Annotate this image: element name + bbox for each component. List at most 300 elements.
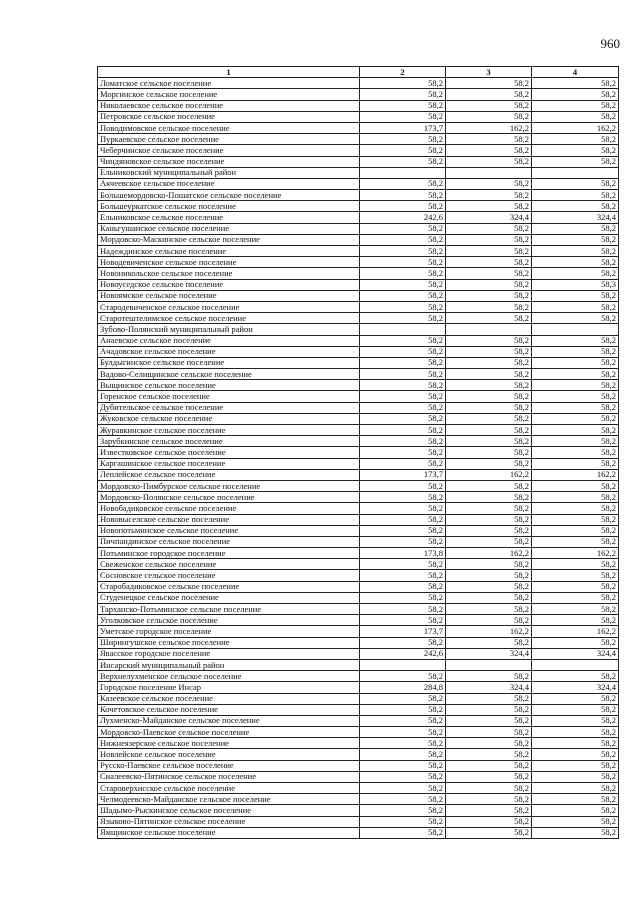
value-cell: 58,2	[446, 738, 532, 749]
settlement-name-cell: Нижнеязерское сельское поселение	[98, 738, 360, 749]
settlement-name-cell: Акчеевское сельское поселение	[98, 178, 360, 189]
table-row	[98, 480, 619, 491]
value-cell: 58,3	[532, 279, 619, 290]
value-cell: 58,2	[532, 783, 619, 794]
table-row	[98, 615, 619, 626]
column-header: 2	[360, 67, 446, 78]
value-cell: 58,2	[532, 771, 619, 782]
settlement-name-cell: Потьминское городское поселение	[98, 548, 360, 559]
settlement-name-cell: Жуковское сельское поселение	[98, 413, 360, 424]
value-cell: 58,2	[360, 134, 446, 145]
value-cell: 58,2	[446, 425, 532, 436]
table-row	[98, 369, 619, 380]
value-cell: 58,2	[360, 111, 446, 122]
value-cell: 58,2	[446, 78, 532, 89]
value-cell	[360, 167, 446, 178]
settlement-name-cell: Мордовско-Паевское сельское поселение	[98, 727, 360, 738]
settlement-name-cell: Ачадовское сельское поселение	[98, 346, 360, 357]
value-cell: 58,2	[446, 559, 532, 570]
value-cell: 58,2	[360, 760, 446, 771]
value-cell: 58,2	[360, 525, 446, 536]
table-row	[98, 659, 619, 670]
settlement-name-cell: Нововыселское сельское поселение	[98, 514, 360, 525]
table-row	[98, 234, 619, 245]
table-row	[98, 190, 619, 201]
table-row	[98, 246, 619, 257]
value-cell: 58,2	[532, 257, 619, 268]
value-cell: 58,2	[360, 178, 446, 189]
value-cell: 58,2	[532, 592, 619, 603]
table-row	[98, 738, 619, 749]
value-cell: 58,2	[446, 290, 532, 301]
settlement-name-cell: Сосновское сельское поселение	[98, 570, 360, 581]
table-body	[98, 78, 619, 839]
value-cell: 58,2	[446, 156, 532, 167]
settlement-name-cell: Новодевиченское сельское поселение	[98, 257, 360, 268]
value-cell: 58,2	[446, 637, 532, 648]
value-cell: 58,2	[446, 89, 532, 100]
settlement-name-cell: Лухменско-Майданское сельское поселение	[98, 715, 360, 726]
value-cell: 58,2	[532, 615, 619, 626]
value-cell: 58,2	[360, 771, 446, 782]
settlement-name-cell: Челмодеевско-Майданское сельское поселение	[98, 794, 360, 805]
table-row	[98, 201, 619, 212]
value-cell: 58,2	[360, 805, 446, 816]
value-cell: 58,2	[446, 413, 532, 424]
settlement-name-cell: Моргинское сельское поселение	[98, 89, 360, 100]
value-cell: 58,2	[446, 783, 532, 794]
value-cell: 58,2	[532, 738, 619, 749]
value-cell: 58,2	[446, 771, 532, 782]
value-cell: 58,2	[446, 178, 532, 189]
value-cell: 58,2	[532, 357, 619, 368]
value-cell: 58,2	[446, 279, 532, 290]
value-cell: 58,2	[532, 715, 619, 726]
value-cell: 58,2	[532, 492, 619, 503]
table-row	[98, 693, 619, 704]
value-cell: 58,2	[360, 313, 446, 324]
value-cell: 58,2	[446, 268, 532, 279]
value-cell: 162,2	[532, 626, 619, 637]
table-row	[98, 749, 619, 760]
table-row	[98, 301, 619, 312]
value-cell: 324,4	[446, 648, 532, 659]
value-cell: 58,2	[360, 257, 446, 268]
settlement-name-cell: Зарубкинское сельское поселение	[98, 436, 360, 447]
data-table	[97, 66, 619, 839]
value-cell: 58,2	[360, 78, 446, 89]
value-cell: 58,2	[446, 190, 532, 201]
value-cell: 58,2	[360, 447, 446, 458]
value-cell: 58,2	[446, 201, 532, 212]
settlement-name-cell: Мордовско-Маскинское сельское поселение	[98, 234, 360, 245]
table-row	[98, 313, 619, 324]
value-cell: 58,2	[360, 436, 446, 447]
value-cell: 58,2	[446, 760, 532, 771]
value-cell: 58,2	[446, 581, 532, 592]
value-cell: 58,2	[360, 346, 446, 357]
settlement-name-cell: Языково-Пятинское сельское поселение	[98, 816, 360, 827]
table-row	[98, 827, 619, 838]
settlement-name-cell: Зубово-Полянский муниципальный район	[98, 324, 360, 335]
value-cell: 58,2	[532, 816, 619, 827]
value-cell: 58,2	[360, 425, 446, 436]
value-cell: 58,2	[532, 581, 619, 592]
value-cell: 58,2	[446, 223, 532, 234]
value-cell: 58,2	[360, 268, 446, 279]
settlement-name-cell: Чеберчинское сельское поселение	[98, 145, 360, 156]
settlement-name-cell: Вадово-Селищинское сельское поселение	[98, 369, 360, 380]
value-cell: 58,2	[446, 257, 532, 268]
value-cell: 58,2	[532, 447, 619, 458]
value-cell: 58,2	[446, 592, 532, 603]
value-cell: 58,2	[446, 234, 532, 245]
value-cell: 58,2	[446, 536, 532, 547]
settlement-name-cell: Старобадиковское сельское поселение	[98, 581, 360, 592]
value-cell: 58,2	[360, 637, 446, 648]
table-row	[98, 346, 619, 357]
value-cell: 173,8	[360, 548, 446, 559]
settlement-name-cell: Мордовско-Пимбурское сельское поселение	[98, 480, 360, 491]
value-cell: 58,2	[360, 794, 446, 805]
table-row	[98, 458, 619, 469]
value-cell: 58,2	[446, 704, 532, 715]
value-cell: 58,2	[532, 760, 619, 771]
value-cell: 58,2	[532, 369, 619, 380]
value-cell: 58,2	[446, 335, 532, 346]
value-cell: 58,2	[360, 480, 446, 491]
settlement-name-cell: Известковское сельское поселение	[98, 447, 360, 458]
value-cell: 58,2	[532, 190, 619, 201]
value-cell: 58,2	[360, 357, 446, 368]
value-cell: 58,2	[532, 134, 619, 145]
table-row	[98, 771, 619, 782]
table-row	[98, 760, 619, 771]
value-cell: 242,6	[360, 648, 446, 659]
value-cell: 324,4	[532, 648, 619, 659]
value-cell: 58,2	[360, 570, 446, 581]
value-cell: 58,2	[360, 391, 446, 402]
value-cell: 58,2	[446, 525, 532, 536]
table-row	[98, 335, 619, 346]
value-cell: 58,2	[446, 794, 532, 805]
value-cell: 324,4	[446, 212, 532, 223]
value-cell: 324,4	[446, 682, 532, 693]
table-row	[98, 805, 619, 816]
value-cell: 58,2	[532, 268, 619, 279]
table-row	[98, 402, 619, 413]
value-cell: 58,2	[446, 380, 532, 391]
value-cell: 58,2	[446, 458, 532, 469]
value-cell	[532, 659, 619, 670]
page-number: 960	[600, 36, 620, 51]
value-cell	[446, 167, 532, 178]
value-cell: 58,2	[532, 480, 619, 491]
value-cell: 58,2	[446, 671, 532, 682]
settlement-name-cell: Леплейское сельское поселение	[98, 469, 360, 480]
table-row	[98, 794, 619, 805]
value-cell: 58,2	[532, 413, 619, 424]
value-cell: 58,2	[532, 436, 619, 447]
value-cell: 58,2	[446, 369, 532, 380]
value-cell: 58,2	[532, 335, 619, 346]
value-cell: 58,2	[360, 738, 446, 749]
value-cell: 242,6	[360, 212, 446, 223]
settlement-name-cell: Новобадиковское сельское поселение	[98, 503, 360, 514]
value-cell: 58,2	[532, 425, 619, 436]
value-cell: 58,2	[532, 536, 619, 547]
settlement-name-cell: Журавкинское сельское поселение	[98, 425, 360, 436]
value-cell: 58,2	[532, 794, 619, 805]
value-cell: 58,2	[532, 246, 619, 257]
value-cell: 58,2	[360, 727, 446, 738]
settlement-name-cell: Казеевское сельское поселение	[98, 693, 360, 704]
value-cell: 58,2	[446, 301, 532, 312]
settlement-name-cell: Новоямское сельское поселение	[98, 290, 360, 301]
value-cell: 58,2	[360, 492, 446, 503]
settlement-name-cell: Стародевиченское сельское поселение	[98, 301, 360, 312]
table-row	[98, 715, 619, 726]
value-cell: 58,2	[360, 749, 446, 760]
value-cell: 58,2	[532, 313, 619, 324]
value-cell: 162,2	[446, 626, 532, 637]
value-cell: 58,2	[532, 111, 619, 122]
table-row	[98, 536, 619, 547]
value-cell: 58,2	[446, 727, 532, 738]
settlement-name-cell: Анаевское сельское поселение	[98, 335, 360, 346]
table-row	[98, 380, 619, 391]
value-cell: 58,2	[532, 145, 619, 156]
value-cell: 58,2	[360, 604, 446, 615]
settlement-name-cell: Новопотьминское сельское поселение	[98, 525, 360, 536]
value-cell: 58,2	[360, 246, 446, 257]
table-row	[98, 648, 619, 659]
value-cell	[360, 324, 446, 335]
settlement-name-cell: Ельниковский муниципальный район	[98, 167, 360, 178]
value-cell: 324,4	[532, 212, 619, 223]
table-row	[98, 268, 619, 279]
value-cell: 58,2	[532, 749, 619, 760]
value-cell: 58,2	[360, 301, 446, 312]
table-row	[98, 89, 619, 100]
table-row	[98, 391, 619, 402]
value-cell: 58,2	[360, 100, 446, 111]
value-cell: 58,2	[360, 581, 446, 592]
settlement-name-cell: Поводимовское сельское поселение	[98, 122, 360, 133]
value-cell: 58,2	[532, 559, 619, 570]
table-row	[98, 212, 619, 223]
value-cell: 58,2	[360, 693, 446, 704]
settlement-name-cell: Старотештелимское сельское поселение	[98, 313, 360, 324]
value-cell: 58,2	[360, 783, 446, 794]
value-cell: 58,2	[446, 111, 532, 122]
value-cell: 173,7	[360, 469, 446, 480]
table-row	[98, 257, 619, 268]
value-cell: 58,2	[532, 727, 619, 738]
settlement-name-cell: Явасское городское поселение	[98, 648, 360, 659]
value-cell: 162,2	[532, 469, 619, 480]
settlement-name-cell: Кочетовское сельское поселение	[98, 704, 360, 715]
value-cell: 58,2	[446, 503, 532, 514]
value-cell: 324,4	[532, 682, 619, 693]
value-cell: 58,2	[532, 514, 619, 525]
settlement-name-cell: Новоуседское сельское поселение	[98, 279, 360, 290]
value-cell: 58,2	[360, 592, 446, 603]
value-cell: 58,2	[532, 637, 619, 648]
table-row	[98, 145, 619, 156]
value-cell: 58,2	[360, 816, 446, 827]
table-row	[98, 100, 619, 111]
value-cell: 58,2	[446, 346, 532, 357]
settlement-name-cell: Новоникольское сельское поселение	[98, 268, 360, 279]
settlement-name-cell: Новлейское сельское поселение	[98, 749, 360, 760]
value-cell: 58,2	[532, 693, 619, 704]
column-header: 3	[446, 67, 532, 78]
settlement-name-cell: Инсарский муниципальный район	[98, 659, 360, 670]
value-cell: 58,2	[532, 346, 619, 357]
table-row	[98, 816, 619, 827]
value-cell	[360, 659, 446, 670]
table-row	[98, 492, 619, 503]
value-cell: 58,2	[446, 436, 532, 447]
value-cell: 58,2	[532, 178, 619, 189]
value-cell: 58,2	[446, 100, 532, 111]
value-cell: 58,2	[360, 380, 446, 391]
table-row	[98, 111, 619, 122]
value-cell: 162,2	[446, 548, 532, 559]
value-cell: 58,2	[360, 201, 446, 212]
value-cell: 58,2	[532, 223, 619, 234]
value-cell: 58,2	[446, 604, 532, 615]
table-row	[98, 413, 619, 424]
table-row	[98, 570, 619, 581]
value-cell: 58,2	[360, 503, 446, 514]
table-row	[98, 548, 619, 559]
settlement-name-cell: Пуркаевское сельское поселение	[98, 134, 360, 145]
value-cell: 58,2	[532, 380, 619, 391]
table-row	[98, 290, 619, 301]
value-cell: 58,2	[446, 134, 532, 145]
settlement-name-cell: Мордовско-Полянское сельское поселение	[98, 492, 360, 503]
value-cell: 284,8	[360, 682, 446, 693]
table-row	[98, 682, 619, 693]
value-cell: 58,2	[446, 816, 532, 827]
table-row	[98, 525, 619, 536]
value-cell	[532, 167, 619, 178]
value-cell: 58,2	[446, 615, 532, 626]
value-cell: 58,2	[532, 391, 619, 402]
settlement-name-cell: Студенецкое сельское поселение	[98, 592, 360, 603]
table-row	[98, 122, 619, 133]
value-cell: 58,2	[446, 313, 532, 324]
value-cell: 58,2	[446, 805, 532, 816]
table-row	[98, 592, 619, 603]
table-row	[98, 134, 619, 145]
value-cell	[446, 659, 532, 670]
value-cell: 58,2	[360, 536, 446, 547]
value-cell: 58,2	[532, 402, 619, 413]
settlement-name-cell: Городское поселение Инсар	[98, 682, 360, 693]
table-row	[98, 469, 619, 480]
value-cell: 58,2	[360, 458, 446, 469]
table-row	[98, 436, 619, 447]
value-cell: 58,2	[360, 223, 446, 234]
table-row	[98, 604, 619, 615]
table-row	[98, 626, 619, 637]
value-cell: 58,2	[532, 827, 619, 838]
table-row	[98, 637, 619, 648]
table-row	[98, 223, 619, 234]
table-row	[98, 704, 619, 715]
value-cell: 58,2	[360, 290, 446, 301]
table-row	[98, 514, 619, 525]
settlement-name-cell: Каньгушанское сельское поселение	[98, 223, 360, 234]
value-cell: 58,2	[532, 704, 619, 715]
value-cell: 58,2	[360, 402, 446, 413]
value-cell: 58,2	[532, 525, 619, 536]
settlement-name-cell: Надеждинское сельское поселение	[98, 246, 360, 257]
value-cell: 58,2	[532, 156, 619, 167]
value-cell: 58,2	[532, 604, 619, 615]
table-row	[98, 727, 619, 738]
settlement-name-cell: Большемордовско-Пошатское сельское поселение	[98, 190, 360, 201]
value-cell: 58,2	[360, 190, 446, 201]
value-cell: 162,2	[446, 122, 532, 133]
table-row	[98, 156, 619, 167]
value-cell: 173,7	[360, 626, 446, 637]
settlement-name-cell: Ломатское сельское поселение	[98, 78, 360, 89]
value-cell: 58,2	[446, 715, 532, 726]
value-cell: 58,2	[360, 89, 446, 100]
value-cell: 58,2	[446, 827, 532, 838]
value-cell: 58,2	[360, 145, 446, 156]
value-cell: 58,2	[360, 335, 446, 346]
settlement-name-cell: Горенское сельское поселение	[98, 391, 360, 402]
value-cell: 58,2	[360, 234, 446, 245]
table-row	[98, 167, 619, 178]
value-cell: 58,2	[446, 514, 532, 525]
table-row	[98, 324, 619, 335]
table-row	[98, 178, 619, 189]
settlement-name-cell: Свеженское сельское поселение	[98, 559, 360, 570]
value-cell: 162,2	[532, 122, 619, 133]
value-cell: 58,2	[360, 369, 446, 380]
value-cell: 58,2	[532, 234, 619, 245]
table-row	[98, 503, 619, 514]
table-row	[98, 671, 619, 682]
value-cell: 58,2	[360, 413, 446, 424]
settlement-name-cell: Ельниковское сельское поселение	[98, 212, 360, 223]
value-cell: 58,2	[446, 492, 532, 503]
settlement-name-cell: Чиндяновское сельское поселение	[98, 156, 360, 167]
value-cell: 58,2	[360, 715, 446, 726]
value-cell: 58,2	[446, 480, 532, 491]
table-row	[98, 581, 619, 592]
settlement-name-cell: Выщинское сельское поселение	[98, 380, 360, 391]
value-cell: 162,2	[446, 469, 532, 480]
value-cell: 58,2	[360, 559, 446, 570]
table-row	[98, 447, 619, 458]
settlement-name-cell: Петровское сельское поселение	[98, 111, 360, 122]
value-cell: 58,2	[446, 447, 532, 458]
value-cell: 58,2	[446, 402, 532, 413]
value-cell: 58,2	[532, 458, 619, 469]
settlement-name-cell: Ямщинское сельское поселение	[98, 827, 360, 838]
value-cell: 58,2	[532, 301, 619, 312]
table-row	[98, 78, 619, 89]
value-cell: 58,2	[532, 201, 619, 212]
settlement-name-cell: Ширингушское сельское поселение	[98, 637, 360, 648]
